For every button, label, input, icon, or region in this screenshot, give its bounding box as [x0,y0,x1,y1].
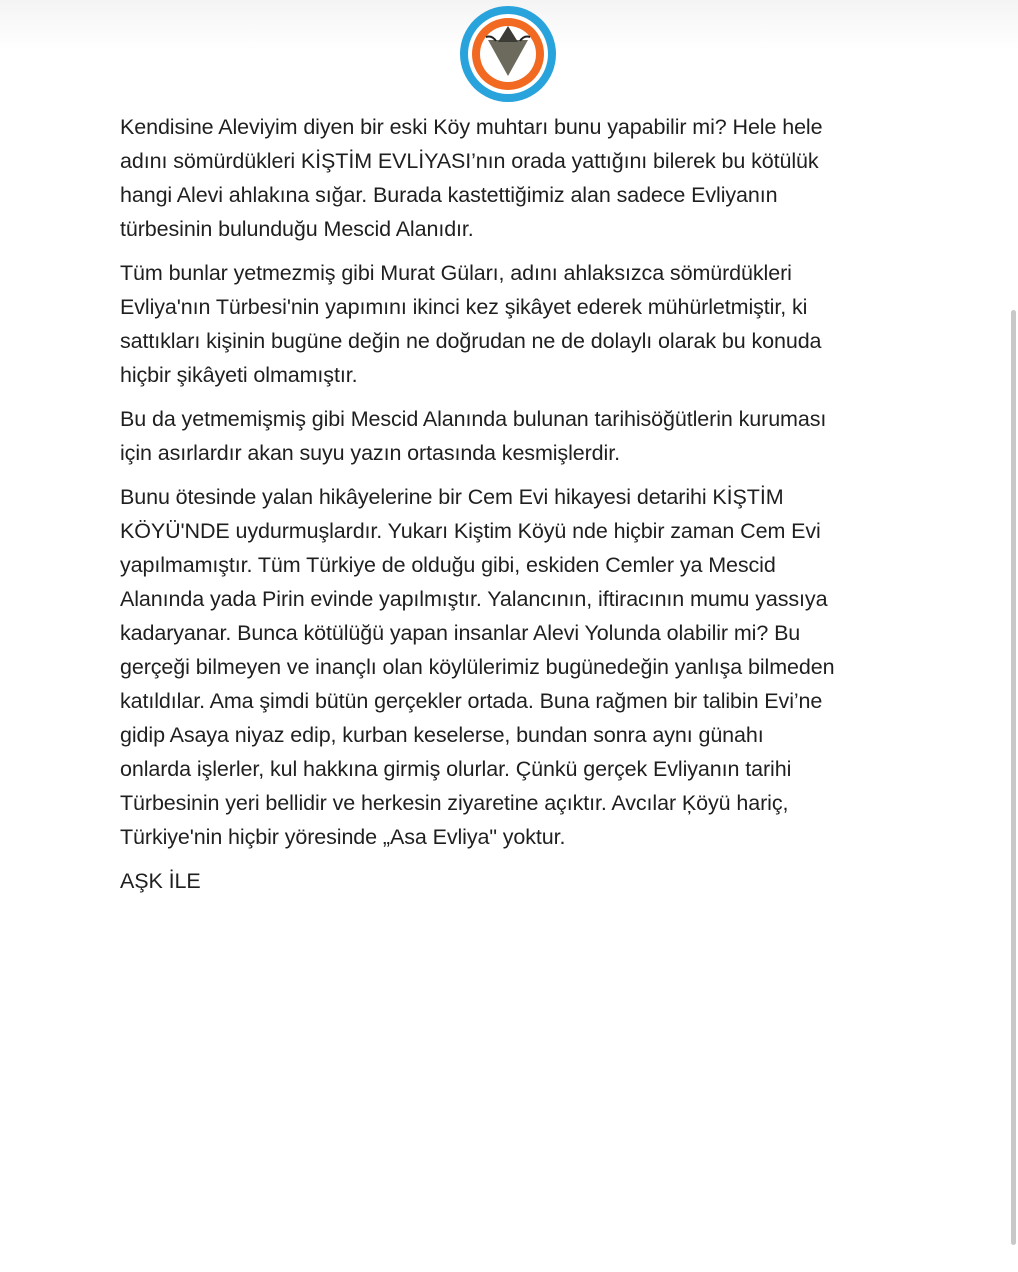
text-line: Bunu ötesinde yalan hikâyelerine bir Cem Evi hikayesi detarihi KİŞTİM [120,485,784,509]
text-line: adını sömürdükleri KİŞTİM EVLİYASI’nın orada yattığını bilerek bu kötülük [120,149,819,173]
text-line: hiçbir şikâyeti olmamıştır. [120,363,358,387]
text-line: kadaryanar. Bunca kötülüğü yapan insanlar Alevi Yolunda olabilir mi? Bu [120,621,801,645]
text-line: KÖYÜ'NDE uydurmuşlardır. Yukarı Kiştim Köyü nde hiçbir zaman Cem Evi [120,519,821,543]
text-line: gidip Asaya niyaz edip, kurban keselerse, bundan sonra aynı günahı [120,723,764,747]
text-line: hangi Alevi ahlakına sığar. Burada kastettiğimiz alan sadece Evliyanın [120,183,778,207]
text-line: gerçeği bilmeyen ve inançlı olan köylülerimiz bugünedeğin yanlışa bilmeden [120,655,835,679]
paragraph [120,256,920,392]
text-line: sattıkları kişinin bugüne değin ne doğrudan ne de dolaylı olarak bu konuda [120,329,822,353]
text-line: Evliya'nın Türbesi'nin yapımını ikinci kez şikâyet ederek mühürletmiştir, ki [120,295,808,319]
text-line: için asırlardır akan suyu yazın ortasında kesmişlerdir. [120,441,620,465]
paragraph [120,110,920,246]
text-line: katıldılar. Ama şimdi bütün gerçekler ortada. Buna rağmen bir talibin Evi’ne [120,689,823,713]
paragraph [120,402,920,470]
text-line: türbesinin bulunduğu Mescid Alanıdır. [120,217,474,241]
text-line: Türkiye'nin hiçbir yöresinde „Asa Evliya" yoktur. [120,825,566,849]
text-line: Alanında yada Pirin evinde yapılmıştır. Yalancının, iftiracının mumu yassıya [120,587,828,611]
text-line: Türbesinin yeri bellidir ve herkesin ziyaretine açıktır. Avcılar Ķöyü hariç, [120,791,789,815]
organization-logo [458,4,558,104]
article-body [120,110,920,908]
scrollbar[interactable] [1011,310,1016,1245]
text-line: onlarda işlerler, kul hakkına girmiş olurlar. Çünkü gerçek Evliyanın tarihi [120,757,792,781]
paragraph [120,480,920,854]
text-line: Bu da yetmemişmiş gibi Mescid Alanında bulunan tarihisöğütlerin kuruması [120,407,827,431]
text-line: Tüm bunlar yetmezmiş gibi Murat Güları, adını ahlaksızca sömürdükleri [120,261,792,285]
signature-text: AŞK İLE [120,869,201,893]
text-line: yapılmamıştır. Tüm Türkiye de olduğu gibi, eskiden Cemler ya Mescid [120,553,776,577]
signature-paragraph [120,864,920,898]
text-line: Kendisine Aleviyim diyen bir eski Köy muhtarı bunu yapabilir mi? Hele hele [120,115,823,139]
